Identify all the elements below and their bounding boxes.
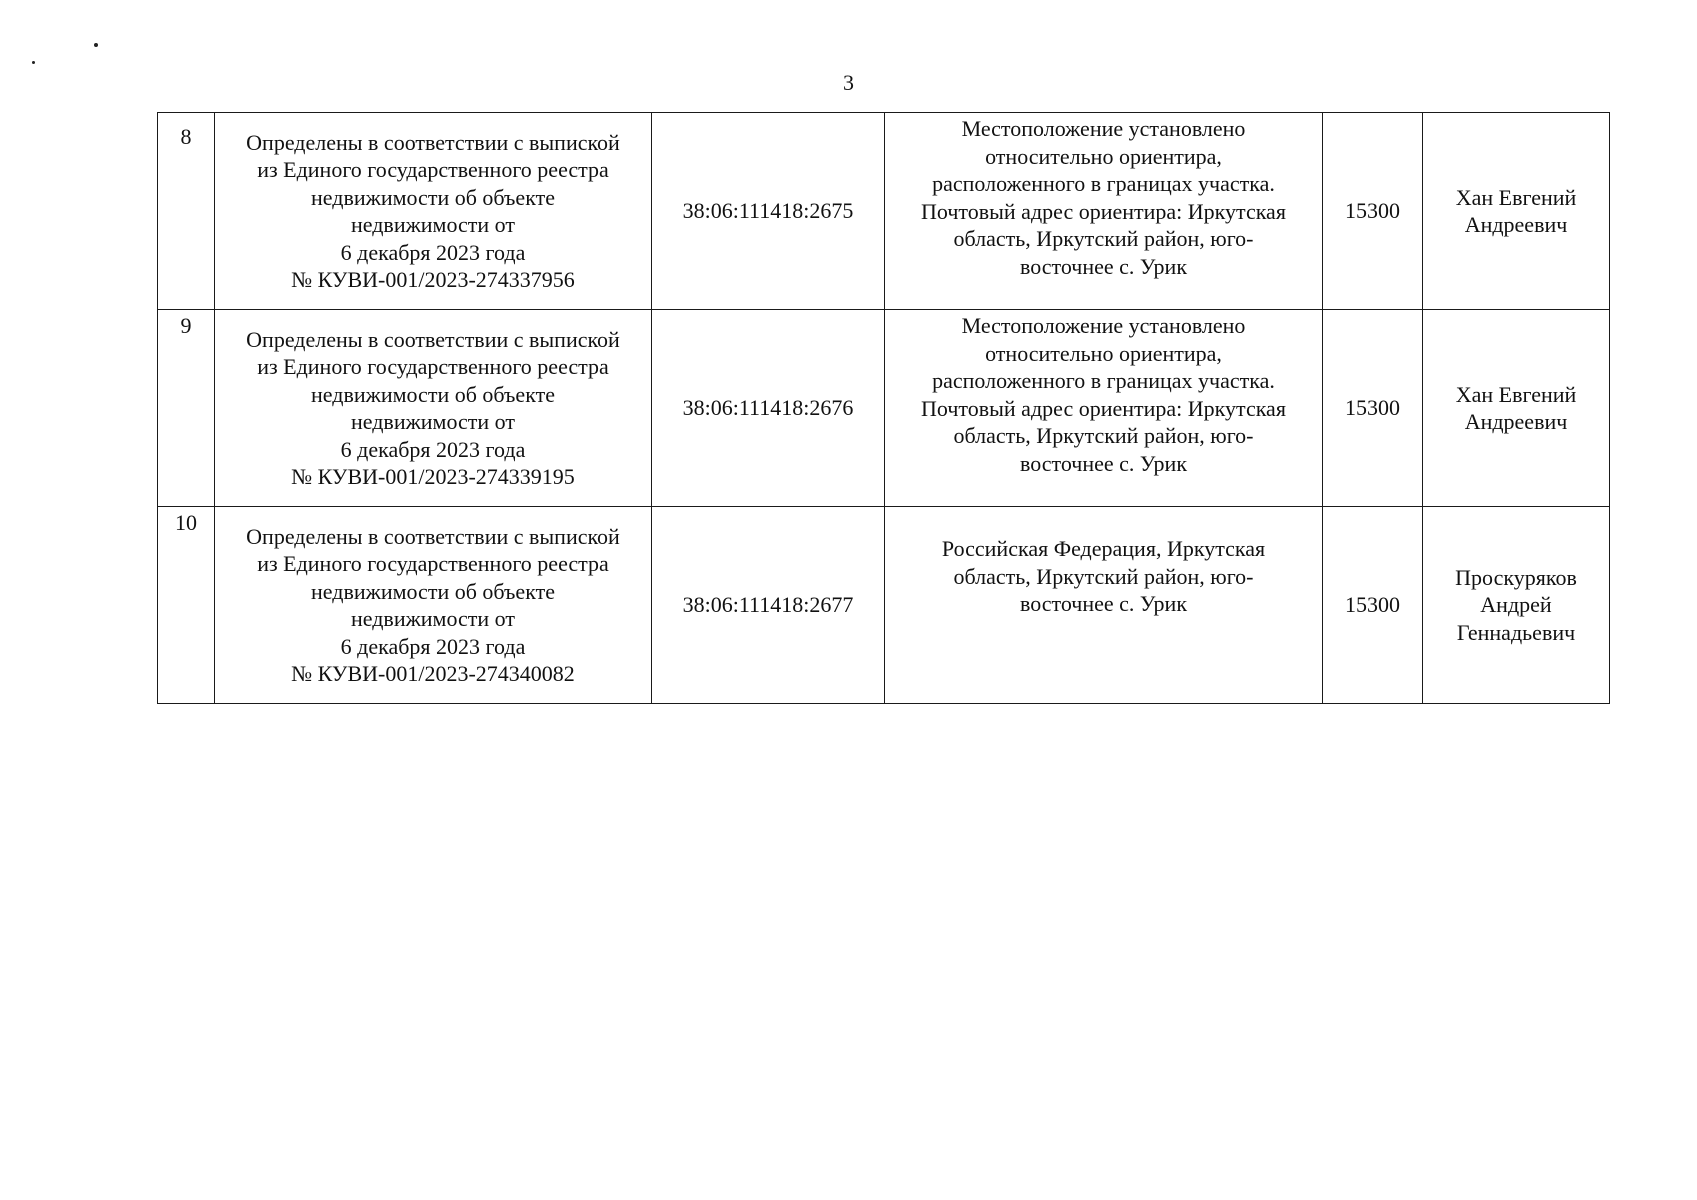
owner-line: Хан Евгений — [1455, 184, 1577, 210]
address-line: Почтовый адрес ориентира: Иркутская — [921, 395, 1286, 421]
basis-line: Определены в соответствии с выпиской — [246, 129, 620, 155]
basis-line: из Единого государственного реестра — [257, 354, 609, 379]
basis-line: недвижимости об объекте — [311, 578, 555, 604]
owner-line: Геннадьевич — [1456, 619, 1576, 645]
area-value: 15300 — [1323, 310, 1423, 507]
page-number: 3 — [843, 70, 854, 95]
basis-line: недвижимости от — [350, 212, 516, 237]
address-cell — [885, 113, 1323, 310]
basis-line: Определены в соответствии с выпиской — [246, 523, 620, 549]
address-cell — [885, 310, 1323, 507]
basis-line: № КУВИ-001/2023-274339195 — [291, 464, 575, 489]
owner-line: Хан Евгений — [1455, 381, 1577, 407]
row-number: 10 — [158, 507, 215, 704]
cadastral-number: 38:06:111418:2677 — [652, 507, 885, 704]
basis-line: № КУВИ-001/2023-274337956 — [291, 267, 575, 292]
address-line: область, Иркутский район, юго- — [953, 226, 1254, 251]
cadastral-number: 38:06:111418:2675 — [652, 113, 885, 310]
address-line: расположенного в границах участка. — [932, 368, 1275, 393]
address-line: Почтовый адрес ориентира: Иркутская — [921, 198, 1286, 224]
basis-line: недвижимости от — [350, 409, 516, 434]
row-number: 9 — [158, 310, 215, 507]
area-value: 15300 — [1323, 507, 1423, 704]
owner-line: Проскуряков — [1455, 564, 1577, 590]
owner-cell — [1423, 310, 1610, 507]
basis-line: 6 декабря 2023 года — [340, 239, 526, 265]
basis-cell — [215, 113, 652, 310]
land-plots-table — [157, 112, 1610, 704]
row-number: 8 — [158, 113, 215, 310]
basis-line: недвижимости от — [350, 606, 516, 631]
basis-cell — [215, 310, 652, 507]
table-row — [158, 507, 1610, 704]
basis-line: 6 декабря 2023 года — [340, 436, 526, 462]
owner-cell — [1423, 507, 1610, 704]
basis-line: 6 декабря 2023 года — [340, 633, 526, 659]
address-line: область, Иркутский район, юго- — [953, 423, 1254, 448]
address-line: восточнее с. Урик — [1019, 450, 1188, 476]
address-line: восточнее с. Урик — [1019, 253, 1188, 279]
address-line: Российская Федерация, Иркутская — [941, 536, 1266, 561]
owner-line: Андрей — [1480, 592, 1552, 618]
scan-speck — [94, 43, 98, 47]
basis-line: Определены в соответствии с выпиской — [246, 326, 620, 352]
address-line: относительно ориентира, — [985, 143, 1222, 169]
scan-speck — [32, 61, 35, 64]
area-value: 15300 — [1323, 113, 1423, 310]
basis-line: недвижимости об объекте — [311, 381, 555, 407]
cadastral-number: 38:06:111418:2676 — [652, 310, 885, 507]
address-cell — [885, 507, 1323, 704]
table-row — [158, 113, 1610, 310]
basis-line: из Единого государственного реестра — [257, 551, 609, 576]
address-line: Местоположение установлено — [961, 116, 1246, 141]
basis-cell — [215, 507, 652, 704]
address-line: Местоположение установлено — [961, 313, 1246, 338]
address-line: расположенного в границах участка. — [932, 171, 1275, 196]
owner-line: Андреевич — [1464, 212, 1568, 237]
owner-line: Андреевич — [1464, 409, 1568, 434]
address-line: область, Иркутский район, юго- — [953, 563, 1254, 589]
address-line: восточнее с. Урик — [1019, 591, 1188, 616]
basis-line: недвижимости об объекте — [311, 184, 555, 210]
address-line: относительно ориентира, — [985, 340, 1222, 366]
basis-line: № КУВИ-001/2023-274340082 — [291, 661, 575, 686]
basis-line: из Единого государственного реестра — [257, 157, 609, 182]
table-row — [158, 310, 1610, 507]
owner-cell — [1423, 113, 1610, 310]
